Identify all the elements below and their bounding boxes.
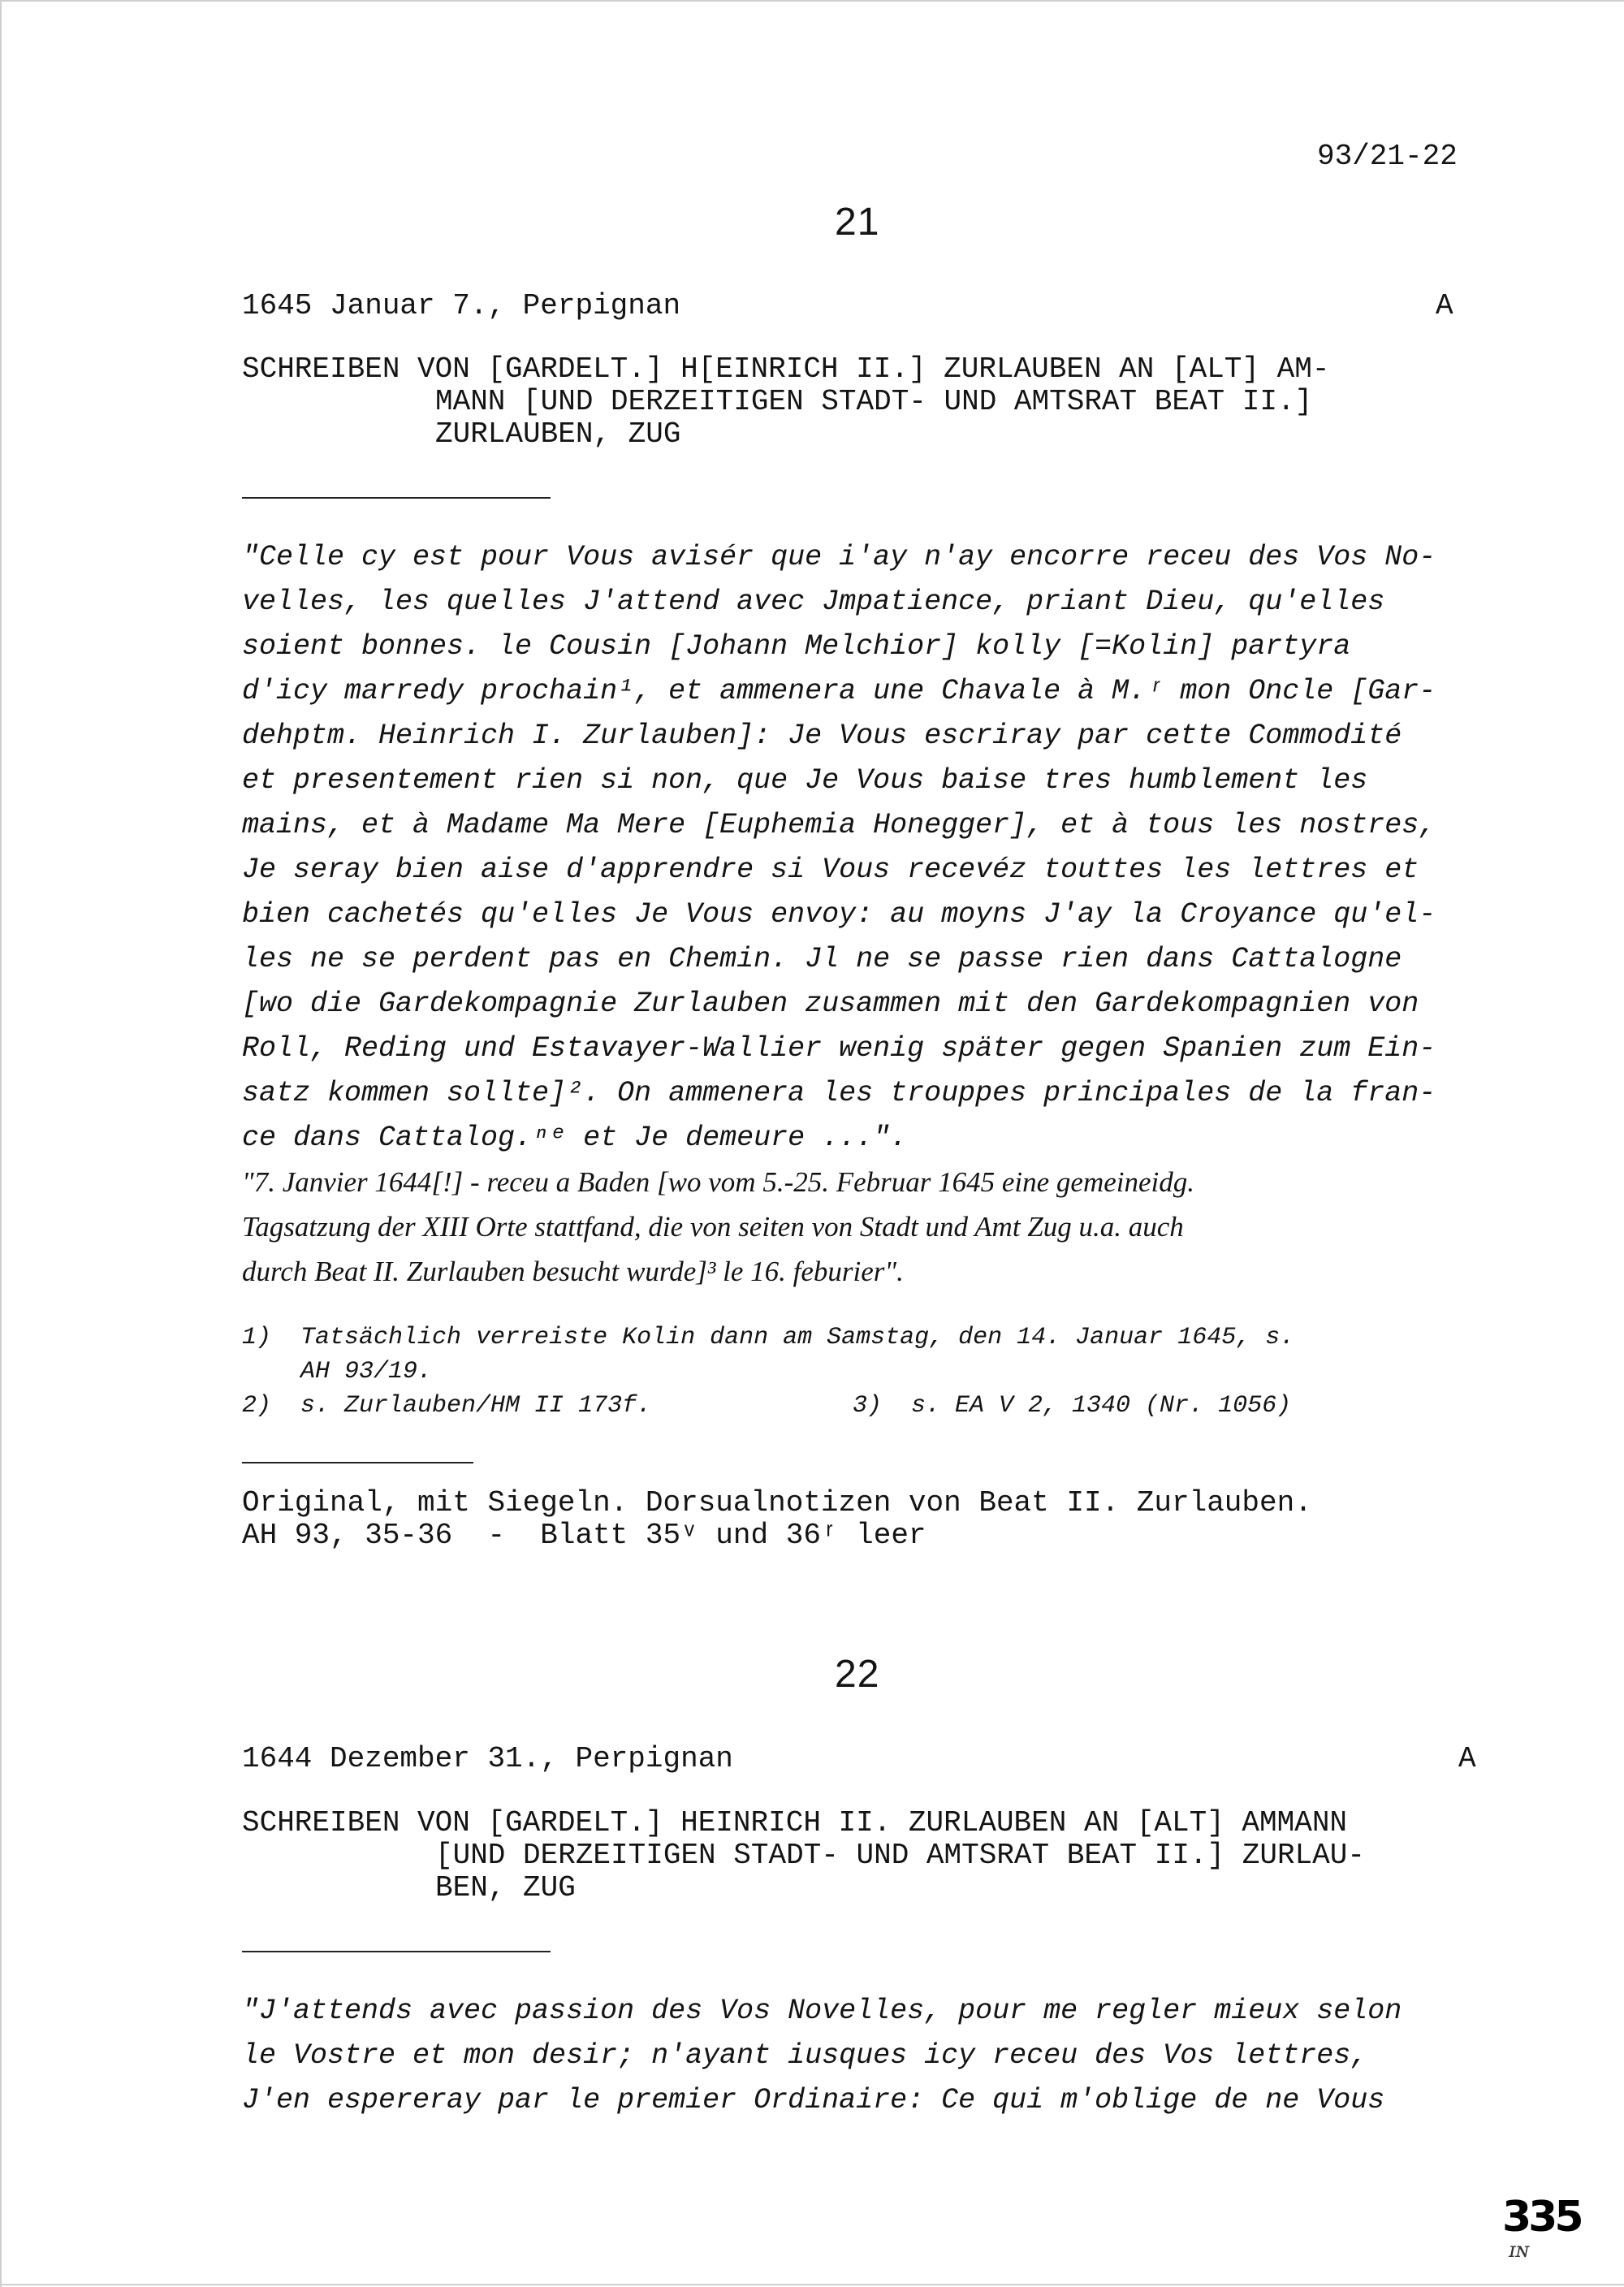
doc22-heading-line: BEN, ZUG (435, 1871, 576, 1904)
doc21-body-line: mains, et à Madame Ma Mere [Euphemia Honegger], et à tous les nostres, (242, 809, 1436, 841)
doc21-heading-line: ZURLAUBEN, ZUG (435, 417, 681, 451)
doc21-body-line: bien cachetés qu'elles Je Vous envoy: au moyns J'ay la Croyance qu'el- (242, 898, 1436, 931)
doc21-footnote-line: AH 93/19. (242, 1358, 433, 1386)
doc22-type-mark: A (1458, 1742, 1476, 1775)
doc22-heading-line: [UND DERZEITIGEN STADT- UND AMTSRAT BEAT II.] ZURLAU- (435, 1839, 1365, 1872)
doc21-source-line: AH 93, 35-36 - Blatt 35ᵛ und 36ʳ leer (242, 1519, 926, 1552)
doc21-body-line: Je seray bien aise d'apprendre si Vous recevéz touttes les lettres et (242, 854, 1419, 886)
doc21-footnote-line: 1) Tatsächlich verreiste Kolin dann am Samstag, den 14. Januar 1645, s. (242, 1324, 1295, 1351)
doc21-dorsal-line: durch Beat II. Zurlauben besucht wurde]³ le 16. feburier". (242, 1256, 904, 1287)
doc21-type-mark: A (1436, 289, 1453, 322)
doc21-footnote-rule (242, 1462, 473, 1463)
document-number-22: 22 (835, 1653, 880, 1696)
page-number-stamp: 335 (1502, 2193, 1581, 2242)
doc21-source-line: Original, mit Siegeln. Dorsualnotizen von Beat II. Zurlauben. (242, 1486, 1312, 1520)
doc21-body-line: velles, les quelles J'attend avec Jmpatience, priant Dieu, qu'elles (242, 586, 1385, 618)
doc21-date-place: 1645 Januar 7., Perpignan (242, 289, 681, 322)
page-reference: 93/21-22 (1317, 140, 1458, 173)
bottom-scan-edge (0, 2284, 1624, 2285)
doc21-dorsal-line: Tagsatzung der XIII Orte stattfand, die von seiten von Stadt und Amt Zug u.a. auch (242, 1211, 1184, 1243)
doc22-body-line: "J'attends avec passion des Vos Novelles, pour me regler mieux selon (242, 1995, 1402, 2027)
doc21-body-line: d'icy marredy prochain¹, et ammenera une Chavale à M.ʳ mon Oncle [Gar- (242, 675, 1436, 707)
doc21-footnote-line: 3) s. EA V 2, 1340 (Nr. 1056) (853, 1392, 1292, 1420)
doc21-body-line: dehptm. Heinrich I. Zurlauben]: Je Vous escriray par cette Commodité (242, 720, 1402, 752)
doc21-body-line: soient bonnes. le Cousin [Johann Melchior] kolly [=Kolin] partyra (242, 630, 1351, 663)
doc21-heading-line: MANN [UND DERZEITIGEN STADT- UND AMTSRAT BEAT II.] (435, 385, 1313, 418)
doc22-body-line: J'en espereray par le premier Ordinaire: Ce qui m'oblige de ne Vous (242, 2084, 1385, 2116)
doc21-body-line: satz kommen sollte]². On ammenera les trouppes principales de la fran- (242, 1077, 1436, 1109)
doc21-dorsal-line: "7. Janvier 1644[!] - receu a Baden [wo vom 5.-25. Februar 1645 eine gemeineidg. (242, 1166, 1194, 1198)
doc21-heading-rule (242, 497, 551, 499)
doc22-date-place: 1644 Dezember 31., Perpignan (242, 1742, 733, 1775)
doc22-heading-line: SCHREIBEN VON [GARDELT.] HEINRICH II. ZURLAUBEN AN [ALT] AMMANN (242, 1806, 1348, 1840)
doc21-body-line: et presentement rien si non, que Je Vous baise tres humblement les (242, 764, 1368, 797)
doc22-body-line: le Vostre et mon desir; n'ayant iusques icy receu des Vos lettres, (242, 2039, 1368, 2072)
doc21-body-line: Roll, Reding und Estavayer-Wallier wenig später gegen Spanien zum Ein- (242, 1032, 1436, 1065)
page-stamp-mark: ɪɴ (1509, 2238, 1530, 2263)
doc21-body-line: "Celle cy est pour Vous avisér que i'ay n'ay encorre receu des Vos No- (242, 541, 1436, 573)
left-scan-edge (0, 0, 2, 2287)
top-scan-edge (0, 0, 1624, 2)
document-number-21: 21 (835, 201, 880, 244)
doc21-footnote-line: 2) s. Zurlauben/HM II 173f. (242, 1392, 652, 1420)
doc22-heading-rule (242, 1951, 551, 1952)
doc21-body-line: ce dans Cattalog.ⁿᵉ et Je demeure ...". (242, 1122, 908, 1154)
doc21-body-line: [wo die Gardekompagnie Zurlauben zusammen mit den Gardekompagnien von (242, 988, 1419, 1020)
doc21-body-line: les ne se perdent pas en Chemin. Jl ne se passe rien dans Cattalogne (242, 943, 1402, 975)
doc21-heading-line: SCHREIBEN VON [GARDELT.] H[EINRICH II.] ZURLAUBEN AN [ALT] AM- (242, 352, 1330, 386)
